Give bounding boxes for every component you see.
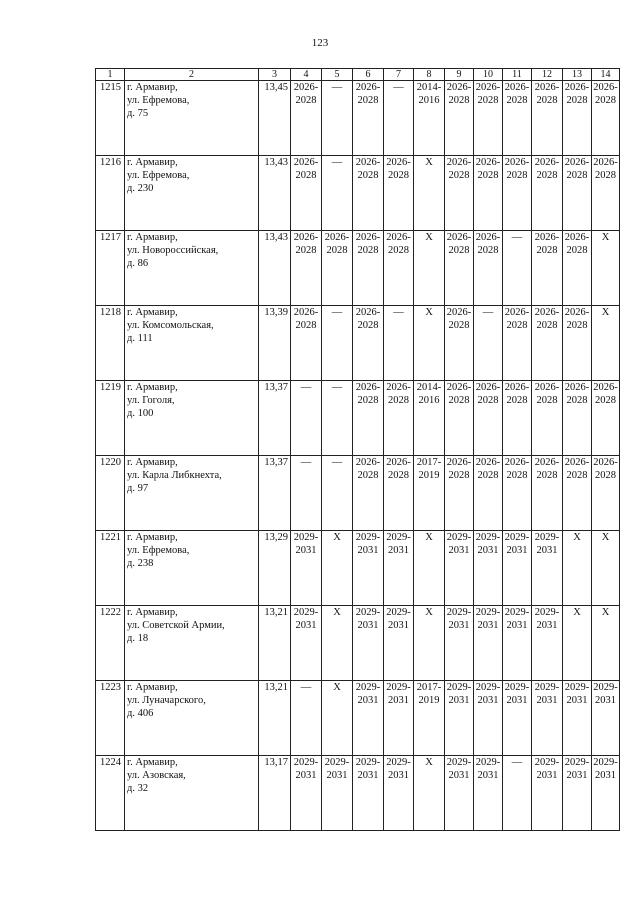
period-cell-col-9: 2026- 2028	[445, 456, 474, 531]
address-line: г. Армавир,	[127, 757, 178, 768]
period-cell-col-13: Х	[563, 606, 592, 681]
period-cell-col-6: 2026- 2028	[353, 456, 384, 531]
table-row	[96, 681, 620, 756]
period-cell-col-5: 2026- 2028	[322, 231, 353, 306]
column-header-4: 4	[291, 69, 322, 81]
period-cell-col-13: 2026- 2028	[563, 306, 592, 381]
address-line: д. 406	[127, 708, 154, 719]
value-cell: 13,43	[259, 231, 291, 306]
period-cell-col-8: 2014- 2016	[414, 381, 445, 456]
period-cell-col-9: 2029- 2031	[445, 681, 474, 756]
column-header-12: 12	[532, 69, 563, 81]
table-row	[96, 756, 620, 831]
period-cell-col-14: 2026- 2028	[592, 381, 620, 456]
period-cell-col-10: 2026- 2028	[474, 81, 503, 156]
address-line: д. 230	[127, 183, 154, 194]
column-header-10: 10	[474, 69, 503, 81]
value-cell: 13,43	[259, 156, 291, 231]
period-cell-col-7: —	[384, 81, 414, 156]
period-cell-col-6: 2029- 2031	[353, 606, 384, 681]
address-line: г. Армавир,	[127, 682, 178, 693]
period-cell-col-11: 2026- 2028	[503, 456, 532, 531]
period-cell-col-8: Х	[414, 156, 445, 231]
period-cell-col-14: Х	[592, 606, 620, 681]
table-row	[96, 531, 620, 606]
period-cell-col-12: 2029- 2031	[532, 606, 563, 681]
period-cell-col-9: 2029- 2031	[445, 606, 474, 681]
period-cell-col-14: Х	[592, 231, 620, 306]
value-cell: 13,37	[259, 381, 291, 456]
address-cell	[125, 681, 259, 756]
period-cell-col-4: 2026- 2028	[291, 156, 322, 231]
period-cell-col-12: 2026- 2028	[532, 231, 563, 306]
period-cell-col-5: Х	[322, 531, 353, 606]
period-cell-col-8: Х	[414, 231, 445, 306]
period-cell-col-7: 2026- 2028	[384, 381, 414, 456]
address-cell	[125, 231, 259, 306]
period-cell-col-12: 2026- 2028	[532, 456, 563, 531]
period-cell-col-6: 2029- 2031	[353, 681, 384, 756]
period-cell-col-14: 2026- 2028	[592, 456, 620, 531]
address-line: д. 111	[127, 333, 153, 344]
row-number: 1220	[96, 456, 125, 531]
address-line: ул. Советской Армии,	[127, 620, 225, 631]
period-cell-col-5: —	[322, 456, 353, 531]
period-cell-col-7: 2026- 2028	[384, 231, 414, 306]
period-cell-col-7: 2026- 2028	[384, 456, 414, 531]
table-row	[96, 81, 620, 156]
period-cell-col-6: 2029- 2031	[353, 531, 384, 606]
period-cell-col-12: 2029- 2031	[532, 756, 563, 831]
column-header-11: 11	[503, 69, 532, 81]
period-cell-col-4: 2026- 2028	[291, 81, 322, 156]
value-cell: 13,21	[259, 681, 291, 756]
period-cell-col-11: 2029- 2031	[503, 606, 532, 681]
period-cell-col-11: 2029- 2031	[503, 681, 532, 756]
address-line: г. Армавир,	[127, 532, 178, 543]
period-cell-col-12: 2029- 2031	[532, 531, 563, 606]
row-number: 1219	[96, 381, 125, 456]
period-cell-col-14: 2029- 2031	[592, 681, 620, 756]
period-cell-col-12: 2026- 2028	[532, 81, 563, 156]
period-cell-col-11: 2029- 2031	[503, 531, 532, 606]
value-cell: 13,17	[259, 756, 291, 831]
address-line: д. 18	[127, 633, 149, 644]
period-cell-col-8: Х	[414, 531, 445, 606]
address-line: ул. Карла Либкнехта,	[127, 470, 222, 481]
period-cell-col-14: Х	[592, 306, 620, 381]
address-line: д. 100	[127, 408, 154, 419]
period-cell-col-4: 2029- 2031	[291, 531, 322, 606]
period-cell-col-13: 2026- 2028	[563, 156, 592, 231]
period-cell-col-10: 2029- 2031	[474, 756, 503, 831]
header-row	[96, 69, 620, 81]
address-cell	[125, 156, 259, 231]
column-header-9: 9	[445, 69, 474, 81]
period-cell-col-5: —	[322, 156, 353, 231]
period-cell-col-8: 2017- 2019	[414, 681, 445, 756]
column-header-1: 1	[96, 69, 125, 81]
period-cell-col-8: 2017- 2019	[414, 456, 445, 531]
period-cell-col-4: —	[291, 456, 322, 531]
period-cell-col-6: 2026- 2028	[353, 381, 384, 456]
address-line: ул. Азовская,	[127, 770, 186, 781]
period-cell-col-10: 2026- 2028	[474, 156, 503, 231]
table-row	[96, 456, 620, 531]
period-cell-col-11: 2026- 2028	[503, 306, 532, 381]
period-cell-col-12: 2026- 2028	[532, 381, 563, 456]
period-cell-col-7: 2026- 2028	[384, 156, 414, 231]
period-cell-col-5: Х	[322, 681, 353, 756]
address-cell	[125, 756, 259, 831]
address-line: ул. Новороссийская,	[127, 245, 219, 256]
row-number: 1217	[96, 231, 125, 306]
address-line: г. Армавир,	[127, 307, 178, 318]
period-cell-col-6: 2026- 2028	[353, 231, 384, 306]
address-cell	[125, 306, 259, 381]
period-cell-col-14: 2029- 2031	[592, 756, 620, 831]
period-cell-col-7: 2029- 2031	[384, 531, 414, 606]
period-cell-col-9: 2026- 2028	[445, 156, 474, 231]
period-cell-col-13: 2029- 2031	[563, 681, 592, 756]
period-cell-col-4: —	[291, 681, 322, 756]
value-cell: 13,37	[259, 456, 291, 531]
period-cell-col-14: Х	[592, 531, 620, 606]
period-cell-col-7: —	[384, 306, 414, 381]
value-cell: 13,29	[259, 531, 291, 606]
address-line: г. Армавир,	[127, 382, 178, 393]
period-cell-col-13: 2026- 2028	[563, 231, 592, 306]
period-cell-col-10: 2029- 2031	[474, 606, 503, 681]
table-row	[96, 231, 620, 306]
period-cell-col-11: —	[503, 231, 532, 306]
period-cell-col-9: 2029- 2031	[445, 531, 474, 606]
column-header-13: 13	[563, 69, 592, 81]
period-cell-col-9: 2029- 2031	[445, 756, 474, 831]
address-cell	[125, 81, 259, 156]
period-cell-col-4: 2026- 2028	[291, 231, 322, 306]
address-line: д. 32	[127, 783, 149, 794]
address-line: г. Армавир,	[127, 232, 178, 243]
period-cell-col-8: Х	[414, 756, 445, 831]
schedule-table	[95, 68, 620, 831]
table-row	[96, 156, 620, 231]
period-cell-col-9: 2026- 2028	[445, 381, 474, 456]
address-line: г. Армавир,	[127, 607, 178, 618]
column-header-8: 8	[414, 69, 445, 81]
period-cell-col-5: —	[322, 81, 353, 156]
period-cell-col-13: 2026- 2028	[563, 381, 592, 456]
address-line: г. Армавир,	[127, 457, 178, 468]
table-row	[96, 306, 620, 381]
period-cell-col-9: 2026- 2028	[445, 306, 474, 381]
period-cell-col-6: 2026- 2028	[353, 81, 384, 156]
period-cell-col-4: 2029- 2031	[291, 756, 322, 831]
column-header-14: 14	[592, 69, 620, 81]
address-line: ул. Ефремова,	[127, 545, 190, 556]
period-cell-col-11: 2026- 2028	[503, 81, 532, 156]
period-cell-col-4: 2026- 2028	[291, 306, 322, 381]
row-number: 1215	[96, 81, 125, 156]
row-number: 1218	[96, 306, 125, 381]
row-number: 1224	[96, 756, 125, 831]
address-line: д. 97	[127, 483, 149, 494]
address-line: ул. Комсомольская,	[127, 320, 214, 331]
period-cell-col-9: 2026- 2028	[445, 81, 474, 156]
period-cell-col-10: 2029- 2031	[474, 531, 503, 606]
period-cell-col-12: 2026- 2028	[532, 306, 563, 381]
table-body	[96, 81, 620, 831]
address-line: ул. Гоголя,	[127, 395, 175, 406]
period-cell-col-4: —	[291, 381, 322, 456]
period-cell-col-14: 2026- 2028	[592, 81, 620, 156]
period-cell-col-10: 2026- 2028	[474, 456, 503, 531]
value-cell: 13,45	[259, 81, 291, 156]
address-cell	[125, 531, 259, 606]
period-cell-col-13: Х	[563, 531, 592, 606]
table-row	[96, 381, 620, 456]
value-cell: 13,21	[259, 606, 291, 681]
column-header-6: 6	[353, 69, 384, 81]
row-number: 1222	[96, 606, 125, 681]
address-cell	[125, 381, 259, 456]
period-cell-col-12: 2029- 2031	[532, 681, 563, 756]
period-cell-col-5: Х	[322, 606, 353, 681]
address-line: ул. Ефремова,	[127, 170, 190, 181]
period-cell-col-11: 2026- 2028	[503, 381, 532, 456]
table-row	[96, 606, 620, 681]
page-number: 123	[311, 37, 329, 49]
address-cell	[125, 606, 259, 681]
address-line: д. 75	[127, 108, 149, 119]
address-line: г. Армавир,	[127, 157, 178, 168]
period-cell-col-8: Х	[414, 606, 445, 681]
column-header-5: 5	[322, 69, 353, 81]
address-cell	[125, 456, 259, 531]
period-cell-col-13: 2026- 2028	[563, 81, 592, 156]
address-line: г. Армавир,	[127, 82, 178, 93]
address-line: д. 238	[127, 558, 154, 569]
period-cell-col-5: 2029- 2031	[322, 756, 353, 831]
period-cell-col-4: 2029- 2031	[291, 606, 322, 681]
period-cell-col-10: —	[474, 306, 503, 381]
period-cell-col-10: 2026- 2028	[474, 381, 503, 456]
row-number: 1221	[96, 531, 125, 606]
period-cell-col-5: —	[322, 381, 353, 456]
period-cell-col-5: —	[322, 306, 353, 381]
row-number: 1223	[96, 681, 125, 756]
row-number: 1216	[96, 156, 125, 231]
period-cell-col-13: 2026- 2028	[563, 456, 592, 531]
column-header-7: 7	[384, 69, 414, 81]
period-cell-col-14: 2026- 2028	[592, 156, 620, 231]
period-cell-col-12: 2026- 2028	[532, 156, 563, 231]
period-cell-col-8: Х	[414, 306, 445, 381]
period-cell-col-7: 2029- 2031	[384, 681, 414, 756]
period-cell-col-13: 2029- 2031	[563, 756, 592, 831]
period-cell-col-6: 2029- 2031	[353, 756, 384, 831]
period-cell-col-6: 2026- 2028	[353, 306, 384, 381]
period-cell-col-7: 2029- 2031	[384, 756, 414, 831]
address-line: ул. Ефремова,	[127, 95, 190, 106]
column-header-2: 2	[125, 69, 259, 81]
period-cell-col-10: 2029- 2031	[474, 681, 503, 756]
period-cell-col-9: 2026- 2028	[445, 231, 474, 306]
address-line: ул. Луначарского,	[127, 695, 206, 706]
period-cell-col-11: —	[503, 756, 532, 831]
period-cell-col-10: 2026- 2028	[474, 231, 503, 306]
column-header-3: 3	[259, 69, 291, 81]
period-cell-col-11: 2026- 2028	[503, 156, 532, 231]
period-cell-col-8: 2014- 2016	[414, 81, 445, 156]
period-cell-col-7: 2029- 2031	[384, 606, 414, 681]
address-line: д. 86	[127, 258, 149, 269]
value-cell: 13,39	[259, 306, 291, 381]
period-cell-col-6: 2026- 2028	[353, 156, 384, 231]
